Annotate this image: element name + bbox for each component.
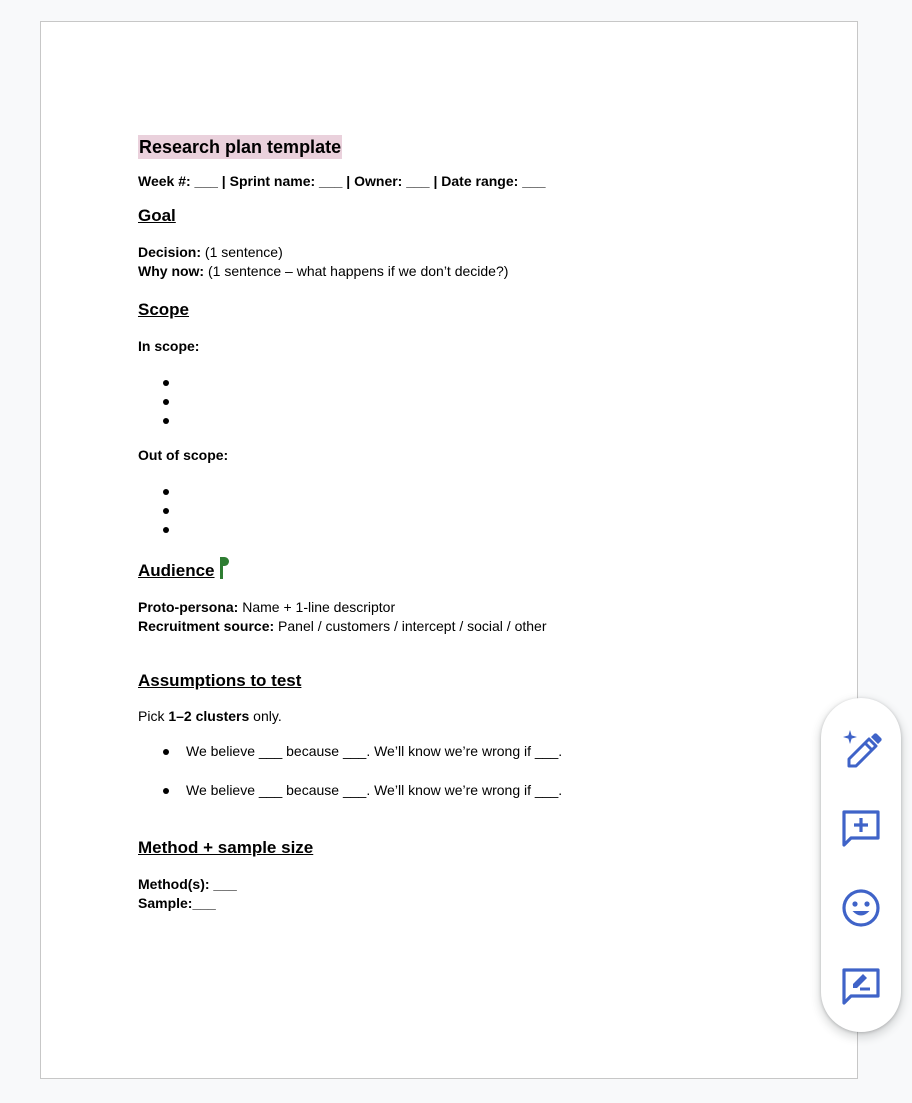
why-now-label: Why now: (138, 263, 205, 279)
method-heading: Method + sample size (138, 838, 314, 857)
recruitment-value: Panel / customers / intercept / social / other (274, 618, 547, 634)
document-body[interactable] (138, 135, 758, 913)
emoji-reaction-button[interactable] (837, 884, 885, 932)
document-page[interactable] (40, 21, 858, 1079)
list-item[interactable] (138, 501, 758, 520)
list-item[interactable] (138, 373, 758, 392)
floating-action-panel (821, 698, 901, 1032)
suggest-edits-button[interactable] (837, 962, 885, 1010)
add-comment-button[interactable] (837, 804, 885, 852)
why-now-line (138, 262, 758, 281)
sample-line: Sample:___ (138, 895, 216, 911)
why-now-value: (1 sentence – what happens if we don’t decide?) (204, 263, 509, 279)
assumptions-heading: Assumptions to test (138, 671, 302, 690)
audience-heading: Audience (138, 561, 215, 580)
assumptions-list[interactable] (138, 742, 758, 800)
pick-suffix: only. (249, 708, 282, 724)
pick-prefix: Pick (138, 708, 169, 724)
list-item[interactable] (138, 520, 758, 539)
in-scope-list[interactable] (138, 373, 758, 430)
methods-line: Method(s): ___ (138, 876, 237, 892)
list-item[interactable] (138, 411, 758, 430)
recruitment-label: Recruitment source: (138, 618, 275, 634)
pick-clusters-line (138, 707, 758, 726)
out-scope-label: Out of scope: (138, 447, 229, 463)
decision-line (138, 243, 758, 262)
suggest-edits-icon (839, 964, 883, 1008)
list-item[interactable] (138, 482, 758, 501)
proto-persona-label: Proto-persona: (138, 599, 239, 615)
scope-heading: Scope (138, 300, 190, 319)
sparkle-pencil-icon (838, 726, 884, 772)
meta-line: Week #: ___ | Sprint name: ___ | Owner: ___ | Date range: ___ (138, 173, 546, 189)
proto-persona-line (138, 598, 758, 617)
pick-bold: 1–2 clusters (168, 708, 250, 724)
list-item[interactable] (138, 392, 758, 411)
list-item[interactable]: We believe ___ because ___. We’ll know we’re wrong if ___. (138, 781, 758, 800)
add-comment-icon (839, 806, 883, 850)
goal-heading: Goal (138, 206, 176, 225)
proto-persona-value: Name + 1-line descriptor (238, 599, 396, 615)
document-title: Research plan template (139, 137, 342, 157)
audience-heading-line (138, 557, 758, 582)
collaborator-cursor-icon (219, 557, 231, 579)
out-scope-list[interactable] (138, 482, 758, 539)
recruitment-line (138, 617, 758, 636)
emoji-smiley-icon (839, 886, 883, 930)
ai-edit-button[interactable] (837, 725, 885, 773)
in-scope-label: In scope: (138, 338, 200, 354)
list-item[interactable]: We believe ___ because ___. We’ll know we’re wrong if ___. (138, 742, 758, 761)
decision-label: Decision: (138, 244, 202, 260)
decision-value: (1 sentence) (201, 244, 283, 260)
